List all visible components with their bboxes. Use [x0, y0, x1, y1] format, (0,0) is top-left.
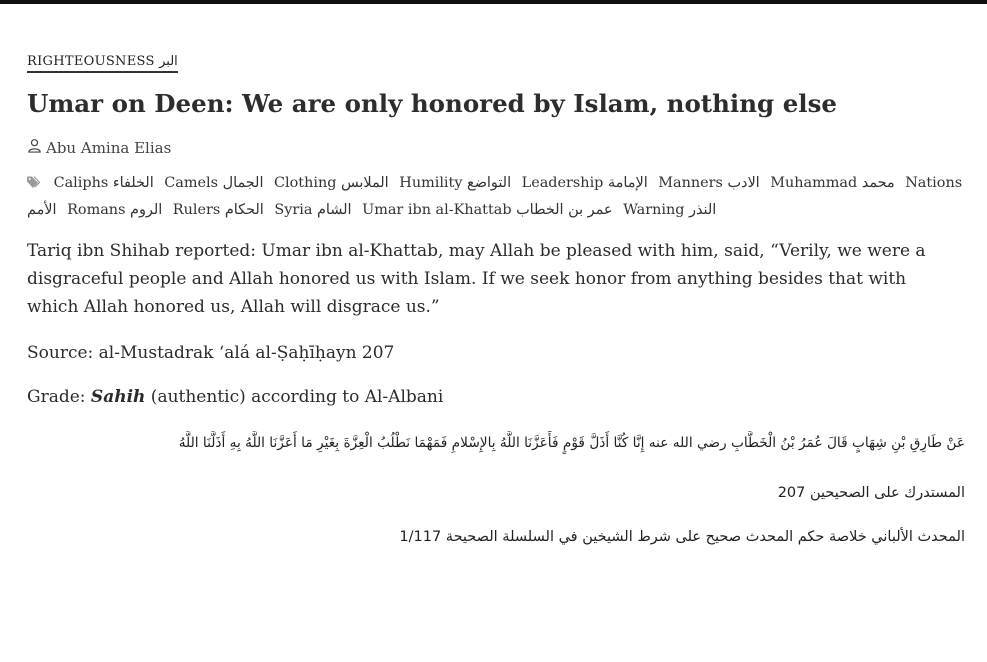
tag-link[interactable]: Clothing الملابس — [274, 175, 389, 192]
tag-icon — [27, 173, 43, 198]
author-line — [27, 138, 967, 157]
person-icon — [27, 138, 42, 157]
tag-link[interactable]: Muhammad محمد — [770, 175, 895, 192]
tag-link[interactable]: Syria الشام — [274, 202, 352, 219]
tag-link[interactable]: Warning النذر — [623, 202, 717, 219]
article — [27, 50, 967, 545]
tag-link[interactable]: Camels الجمال — [164, 175, 264, 192]
top-border — [0, 0, 987, 4]
tag-link[interactable]: Caliphs الخلفاء — [53, 175, 154, 192]
grade-level: Sahih — [90, 387, 146, 408]
article-title: Umar on Deen: We are only honored by Islam, nothing else — [27, 89, 837, 118]
tag-link[interactable]: Romans الروم — [67, 202, 163, 219]
arabic-reference: المستدرك على الصحيحين 207 — [777, 485, 965, 502]
tag-link[interactable]: Rulers الحكام — [172, 202, 264, 219]
tag-link[interactable]: Umar ibn al-Khattab عمر بن الخطاب — [362, 202, 613, 219]
arabic-grade: المحدث الألباني خلاصة حكم المحدث صحيح على شرط الشيخين في السلسلة الصحيحة 1/117 — [399, 529, 965, 546]
tag-link[interactable]: Manners الادب — [658, 175, 760, 192]
category-link[interactable]: RIGHTEOUSNESS البر — [27, 54, 178, 73]
grade-prefix: Grade: — [27, 387, 91, 408]
grade-suffix: (authentic) according to Al-Albani — [145, 387, 444, 408]
source-line: Source: al-Mustadrak ‘alá al-Ṣaḥīḥayn 207 — [27, 343, 395, 364]
tag-link[interactable]: Nations الأمم — [27, 175, 963, 219]
tag-link[interactable]: Humility التواضع — [399, 175, 512, 192]
hadith-arabic: عَنْ طَارِقِ بْنِ شِهَابٍ قَالَ عُمَرُ بْنُ الْخَطَّابِ رضي الله عنه إِنَّا كُنَّا أَذَلَّ قَوْمٍ فَأَعَزَّنَا اللَّهُ بِالإِسْلامِ فَمَهْمَا نَطْلُبُ الْعِزَّةَ بِغَيْرِ مَا أَعَزَّنَا اللَّهُ بِهِ أَذَلَّنَا اللَّهُ — [178, 435, 965, 452]
tag-link[interactable]: Leadership الإمامة — [521, 175, 648, 192]
grade-line — [27, 387, 967, 407]
tag-list — [27, 171, 967, 223]
hadith-english: Tariq ibn Shihab reported: Umar ibn al-Khattab, may Allah be pleased with him, said, “Verily, we were a disgraceful people and Allah honored us with Islam. If we seek honor from anything besides that with which Allah honored us, Allah will disgrace us.” — [27, 241, 926, 318]
author-link[interactable]: Abu Amina Elias — [46, 138, 172, 157]
